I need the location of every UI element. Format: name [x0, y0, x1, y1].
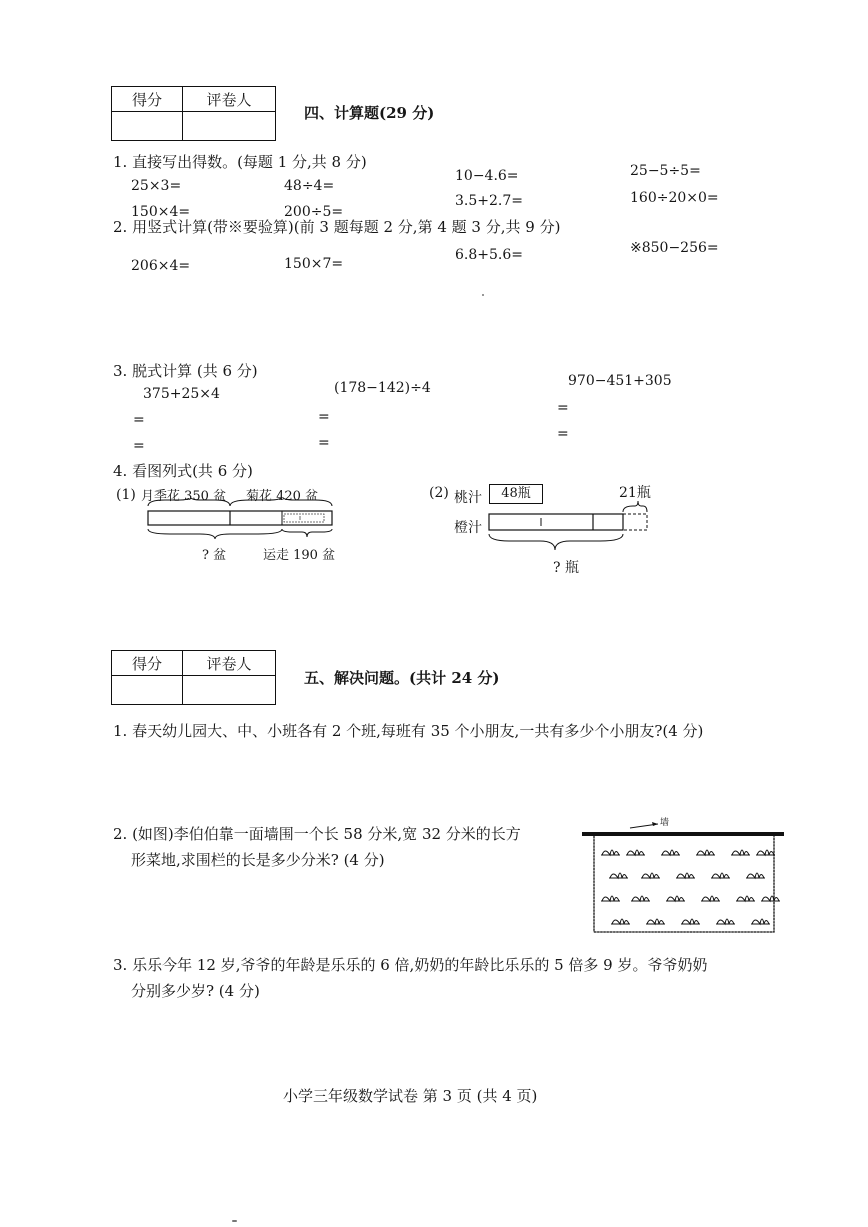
- plant-sprig: [746, 873, 765, 878]
- plant-sprig: [646, 919, 665, 924]
- grader-header: 评卷人: [183, 87, 276, 112]
- score-table-2: [111, 650, 276, 705]
- plant-sprig: [711, 873, 730, 878]
- s5-q3-line2: 分别多少岁? (4 分): [131, 982, 260, 1000]
- plant-sprig: [601, 896, 620, 901]
- grader-cell[interactable]: [183, 112, 276, 141]
- plant-sprig: [731, 850, 750, 855]
- q3-item: (178−142)÷4: [334, 380, 431, 396]
- score-table-1: [111, 86, 276, 141]
- grader-header: 评卷人: [183, 651, 276, 676]
- plant-sprig: [611, 919, 630, 924]
- plant-sprig: [666, 896, 685, 901]
- plant-sprig: [696, 850, 715, 855]
- plant-sprig: [736, 896, 755, 901]
- score-cell[interactable]: [112, 676, 183, 705]
- q1-item: 3.5+2.7=: [455, 193, 523, 209]
- fig1-label-chrysanthemum: 菊花 420 盆: [246, 489, 319, 504]
- fig1-question: ? 盆: [202, 548, 227, 563]
- q1-item: 160÷20×0=: [630, 190, 719, 206]
- fig1-label-roses: 月季花 350 盆: [141, 489, 227, 504]
- q3-item: 970−451+305: [568, 373, 672, 389]
- plant-sprig: [761, 896, 780, 901]
- s5-q1: 1. 春天幼儿园大、中、小班各有 2 个班,每班有 35 个小朋友,一共有多少个小朋友?(4 分): [113, 722, 704, 740]
- q1-item: 150×4=: [131, 204, 191, 220]
- q3-item: 375+25×4: [143, 386, 220, 402]
- fig2-row2-label: 橙汁: [454, 520, 482, 536]
- plant-sprig: [676, 873, 695, 878]
- fig2-bar-diagram: [485, 498, 655, 558]
- q3-eq: =: [318, 409, 330, 425]
- plant-sprig: [661, 850, 680, 855]
- plant-sprig: [681, 919, 700, 924]
- q3-eq: =: [318, 435, 330, 451]
- plant-sprig: [626, 850, 645, 855]
- q2-item: 6.8+5.6=: [455, 247, 523, 263]
- score-header: 得分: [112, 87, 183, 112]
- q2-title: 2. 用竖式计算(带※要验算)(前 3 题每题 2 分,第 4 题 3 分,共 9 分): [113, 218, 561, 236]
- fig1-label-removed: 运走 190 盆: [263, 548, 336, 563]
- s5-q2-line1: 2. (如图)李伯伯靠一面墙围一个长 58 分米,宽 32 分米的长方: [113, 825, 521, 843]
- plant-sprig: [609, 873, 628, 878]
- fig2-box-peach: 48瓶: [489, 484, 543, 504]
- q1-item: 25×3=: [131, 178, 182, 194]
- plant-sprig: [716, 919, 735, 924]
- grader-cell[interactable]: [183, 676, 276, 705]
- plant-sprig: [631, 896, 650, 901]
- plant-sprig: [641, 873, 660, 878]
- score-header: 得分: [112, 651, 183, 676]
- q1-item: 10−4.6=: [455, 168, 519, 184]
- plant-sprig: [601, 850, 620, 855]
- plant-sprig: [756, 850, 775, 855]
- fig2-row1-label: 桃汁: [454, 490, 482, 506]
- section4-title: 四、计算题(29 分): [304, 104, 435, 122]
- q3-eq: =: [133, 438, 145, 454]
- fig2-number: (2): [429, 485, 449, 501]
- q1-item: 25−5÷5=: [630, 163, 701, 179]
- q2-item: 206×4=: [131, 258, 191, 274]
- fig1-number: (1): [116, 487, 136, 503]
- s5-q3-line1: 3. 乐乐今年 12 岁,爷爷的年龄是乐乐的 6 倍,奶奶的年龄比乐乐的 5 倍多 9 岁。爷爷奶奶: [113, 956, 708, 974]
- fig1-bar-diagram: [140, 498, 340, 548]
- plant-sprig: [751, 919, 770, 924]
- section5-title: 五、解决问题。(共计 24 分): [304, 669, 500, 687]
- page-footer: 小学三年级数学试卷 第 3 页 (共 4 页): [283, 1087, 538, 1105]
- q3-eq: =: [133, 412, 145, 428]
- q1-item: 200÷5=: [284, 204, 344, 220]
- q4-title: 4. 看图列式(共 6 分): [113, 462, 253, 480]
- fig2-question: ? 瓶: [553, 560, 579, 576]
- q1-item: 48÷4=: [284, 178, 335, 194]
- garden-figure: [580, 810, 786, 940]
- q3-eq: =: [557, 400, 569, 416]
- plant-sprig: [701, 896, 720, 901]
- fig2-extra-label: 21瓶: [619, 485, 651, 501]
- s5-q2-line2: 形菜地,求围栏的长是多少分米? (4 分): [131, 851, 385, 869]
- q1-title: 1. 直接写出得数。(每题 1 分,共 8 分): [113, 153, 367, 171]
- q3-eq: =: [557, 426, 569, 442]
- score-cell[interactable]: [112, 112, 183, 141]
- q2-item: ※850−256=: [630, 240, 719, 256]
- wall-label: 墙: [660, 818, 670, 828]
- q2-item: 150×7=: [284, 256, 344, 272]
- q3-title: 3. 脱式计算 (共 6 分): [113, 362, 258, 380]
